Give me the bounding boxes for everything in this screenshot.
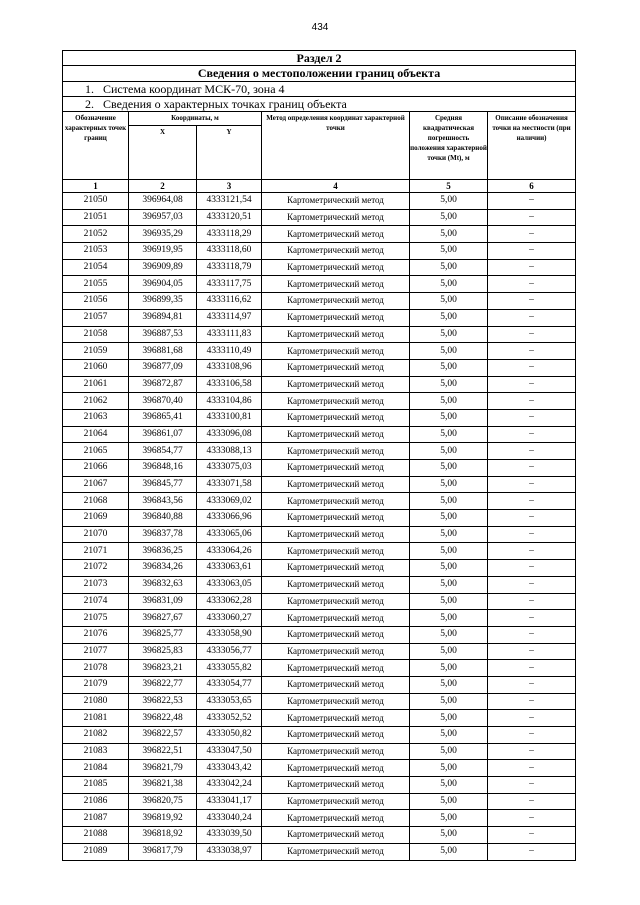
description: – [488,226,576,243]
coord-x: 396881,68 [129,343,197,360]
description: – [488,610,576,627]
table-row [63,443,576,460]
coord-y: 4333060,27 [197,610,262,627]
point-id: 21077 [63,643,129,660]
point-id: 21083 [63,743,129,760]
col-number: 2 [129,180,197,193]
coord-y: 4333056,77 [197,643,262,660]
table-row [63,293,576,310]
point-id: 21060 [63,359,129,376]
error-value: 5,00 [410,226,488,243]
coord-x: 396872,87 [129,376,197,393]
error-value: 5,00 [410,476,488,493]
coord-y: 4333106,58 [197,376,262,393]
coord-y: 4333110,49 [197,343,262,360]
coord-y: 4333066,96 [197,510,262,527]
coord-y: 4333052,52 [197,710,262,727]
table-row [63,376,576,393]
table-row [63,760,576,777]
coord-x: 396870,40 [129,393,197,410]
method: Картометрический метод [262,560,410,577]
point-id: 21076 [63,626,129,643]
table-row [63,593,576,610]
table-row [63,493,576,510]
method: Картометрический метод [262,393,410,410]
table-row [63,526,576,543]
description: – [488,409,576,426]
coord-y: 4333096,08 [197,426,262,443]
error-value: 5,00 [410,493,488,510]
method: Картометрический метод [262,543,410,560]
table-row [63,660,576,677]
col-number: 3 [197,180,262,193]
error-value: 5,00 [410,760,488,777]
error-value: 5,00 [410,193,488,210]
coord-y: 4333040,24 [197,810,262,827]
method: Картометрический метод [262,243,410,260]
point-id: 21058 [63,326,129,343]
description: – [488,593,576,610]
error-value: 5,00 [410,593,488,610]
error-value: 5,00 [410,543,488,560]
point-id: 21079 [63,676,129,693]
table-row [63,693,576,710]
error-value: 5,00 [410,510,488,527]
coord-y: 4333116,62 [197,293,262,310]
coord-y: 4333100,81 [197,409,262,426]
error-value: 5,00 [410,693,488,710]
table-row [63,343,576,360]
coord-y: 4333104,86 [197,393,262,410]
method: Картометрический метод [262,743,410,760]
coord-y: 4333121,54 [197,193,262,210]
coord-x: 396820,75 [129,793,197,810]
coord-x: 396831,09 [129,593,197,610]
table-row [63,676,576,693]
error-value: 5,00 [410,727,488,744]
section-subtitle: Сведения о местоположении границ объекта [63,66,576,82]
coord-y: 4333071,58 [197,476,262,493]
table-row [63,426,576,443]
point-id: 21051 [63,209,129,226]
coord-x: 396861,07 [129,426,197,443]
error-value: 5,00 [410,409,488,426]
coord-x: 396845,77 [129,476,197,493]
description: – [488,309,576,326]
coord-y: 4333055,82 [197,660,262,677]
point-id: 21086 [63,793,129,810]
method: Картометрический метод [262,359,410,376]
error-value: 5,00 [410,426,488,443]
error-value: 5,00 [410,276,488,293]
col-header-x: X [129,126,197,180]
error-value: 5,00 [410,710,488,727]
point-id: 21065 [63,443,129,460]
point-id: 21057 [63,309,129,326]
point-id: 21080 [63,693,129,710]
method: Картометрический метод [262,710,410,727]
table-row [63,476,576,493]
method: Картометрический метод [262,843,410,860]
error-value: 5,00 [410,393,488,410]
coord-y: 4333041,17 [197,793,262,810]
coord-y: 4333117,75 [197,276,262,293]
error-value: 5,00 [410,293,488,310]
method: Картометрический метод [262,793,410,810]
table-row [63,259,576,276]
coord-x: 396825,83 [129,643,197,660]
page-number: 434 [311,22,329,33]
method: Картометрический метод [262,276,410,293]
description: – [488,476,576,493]
error-value: 5,00 [410,576,488,593]
error-value: 5,00 [410,660,488,677]
col-header-method: Метод определения координат характерной точки [262,112,410,180]
table-row [63,610,576,627]
point-id: 21074 [63,593,129,610]
table-row [63,810,576,827]
table-row [63,309,576,326]
error-value: 5,00 [410,743,488,760]
point-id: 21059 [63,343,129,360]
coord-y: 4333118,29 [197,226,262,243]
point-id: 21067 [63,476,129,493]
description: – [488,243,576,260]
error-value: 5,00 [410,676,488,693]
coord-y: 4333063,05 [197,576,262,593]
error-value: 5,00 [410,376,488,393]
point-id: 21069 [63,510,129,527]
error-value: 5,00 [410,309,488,326]
point-id: 21085 [63,777,129,794]
boundary-points-table [62,50,576,861]
method: Картометрический метод [262,526,410,543]
point-id: 21070 [63,526,129,543]
description: – [488,543,576,560]
coord-y: 4333114,97 [197,309,262,326]
method: Картометрический метод [262,610,410,627]
method: Картометрический метод [262,827,410,844]
description: – [488,827,576,844]
table-row [63,643,576,660]
description: – [488,660,576,677]
description: – [488,643,576,660]
coord-x: 396887,53 [129,326,197,343]
coord-y: 4333038,97 [197,843,262,860]
coord-x: 396821,79 [129,760,197,777]
coord-x: 396848,16 [129,460,197,477]
coord-x: 396843,56 [129,493,197,510]
description: – [488,626,576,643]
error-value: 5,00 [410,626,488,643]
coord-y: 4333075,03 [197,460,262,477]
description: – [488,343,576,360]
description: – [488,693,576,710]
method: Картометрический метод [262,209,410,226]
point-id: 21072 [63,560,129,577]
table-row [63,243,576,260]
table-row [63,710,576,727]
coord-y: 4333053,65 [197,693,262,710]
coord-x: 396957,03 [129,209,197,226]
method: Картометрический метод [262,460,410,477]
error-value: 5,00 [410,460,488,477]
error-value: 5,00 [410,209,488,226]
description: – [488,760,576,777]
description: – [488,560,576,577]
method: Картометрический метод [262,693,410,710]
section-title: Раздел 2 [63,51,576,66]
coord-x: 396904,05 [129,276,197,293]
description: – [488,727,576,744]
description: – [488,460,576,477]
coord-x: 396837,78 [129,526,197,543]
description: – [488,710,576,727]
point-id: 21053 [63,243,129,260]
coord-x: 396821,38 [129,777,197,794]
point-id: 21063 [63,409,129,426]
coord-x: 396818,92 [129,827,197,844]
coord-x: 396825,77 [129,626,197,643]
table-row [63,409,576,426]
points-info-line: 2. Сведения о характерных точках границ объекта [63,97,576,112]
description: – [488,793,576,810]
coord-y: 4333054,77 [197,676,262,693]
point-id: 21073 [63,576,129,593]
method: Картометрический метод [262,343,410,360]
error-value: 5,00 [410,443,488,460]
point-id: 21061 [63,376,129,393]
description: – [488,276,576,293]
point-id: 21062 [63,393,129,410]
description: – [488,443,576,460]
coord-y: 4333069,02 [197,493,262,510]
table-row [63,743,576,760]
error-value: 5,00 [410,243,488,260]
description: – [488,676,576,693]
coord-x: 396822,48 [129,710,197,727]
coord-y: 4333050,82 [197,727,262,744]
error-value: 5,00 [410,810,488,827]
coord-y: 4333111,83 [197,326,262,343]
error-value: 5,00 [410,643,488,660]
table-row [63,543,576,560]
coordinate-system-line: 1. Система координат МСК-70, зона 4 [63,82,576,97]
point-id: 21066 [63,460,129,477]
coord-y: 4333042,24 [197,777,262,794]
error-value: 5,00 [410,526,488,543]
point-id: 21078 [63,660,129,677]
method: Картометрический метод [262,643,410,660]
coord-y: 4333118,60 [197,243,262,260]
description: – [488,426,576,443]
table-row [63,209,576,226]
method: Картометрический метод [262,193,410,210]
description: – [488,777,576,794]
coord-x: 396840,88 [129,510,197,527]
coord-x: 396865,41 [129,409,197,426]
coord-x: 396909,89 [129,259,197,276]
coord-x: 396935,29 [129,226,197,243]
coord-y: 4333039,50 [197,827,262,844]
point-id: 21089 [63,843,129,860]
coord-y: 4333043,42 [197,760,262,777]
col-number: 4 [262,180,410,193]
point-id: 21084 [63,760,129,777]
coord-x: 396822,77 [129,676,197,693]
col-header-coords: Координаты, м [129,112,262,126]
description: – [488,259,576,276]
table-row [63,793,576,810]
table-row [63,843,576,860]
col-header-error: Средняя квадратическая погрешность положения характерной точки (Mt), м [410,112,488,180]
point-id: 21087 [63,810,129,827]
point-id: 21064 [63,426,129,443]
table-row [63,576,576,593]
col-header-y: Y [197,126,262,180]
table-row [63,626,576,643]
description: – [488,810,576,827]
table-row [63,359,576,376]
coord-x: 396817,79 [129,843,197,860]
method: Картометрический метод [262,626,410,643]
coord-x: 396827,67 [129,610,197,627]
coord-x: 396964,08 [129,193,197,210]
method: Картометрический метод [262,426,410,443]
coord-x: 396836,25 [129,543,197,560]
error-value: 5,00 [410,259,488,276]
coord-y: 4333065,06 [197,526,262,543]
description: – [488,526,576,543]
method: Картометрический метод [262,259,410,276]
description: – [488,326,576,343]
coord-y: 4333064,26 [197,543,262,560]
error-value: 5,00 [410,560,488,577]
description: – [488,743,576,760]
description: – [488,376,576,393]
method: Картометрический метод [262,676,410,693]
table-row [63,827,576,844]
error-value: 5,00 [410,343,488,360]
method: Картометрический метод [262,810,410,827]
method: Картометрический метод [262,293,410,310]
coord-y: 4333063,61 [197,560,262,577]
coord-x: 396819,92 [129,810,197,827]
point-id: 21052 [63,226,129,243]
error-value: 5,00 [410,843,488,860]
description: – [488,493,576,510]
coord-y: 4333118,79 [197,259,262,276]
coord-x: 396834,26 [129,560,197,577]
coord-y: 4333062,28 [197,593,262,610]
description: – [488,843,576,860]
coord-x: 396822,57 [129,727,197,744]
point-id: 21054 [63,259,129,276]
method: Картометрический метод [262,660,410,677]
method: Картометрический метод [262,409,410,426]
coord-x: 396822,51 [129,743,197,760]
error-value: 5,00 [410,610,488,627]
point-id: 21055 [63,276,129,293]
coord-x: 396899,35 [129,293,197,310]
col-number: 6 [488,180,576,193]
method: Картометрический метод [262,777,410,794]
point-id: 21081 [63,710,129,727]
table-row [63,393,576,410]
error-value: 5,00 [410,777,488,794]
table-row [63,510,576,527]
table-row [63,276,576,293]
table-row [63,727,576,744]
description: – [488,576,576,593]
point-id: 21056 [63,293,129,310]
coord-y: 4333058,90 [197,626,262,643]
method: Картометрический метод [262,510,410,527]
coord-x: 396877,09 [129,359,197,376]
point-id: 21068 [63,493,129,510]
description: – [488,359,576,376]
description: – [488,293,576,310]
method: Картометрический метод [262,309,410,326]
point-id: 21050 [63,193,129,210]
error-value: 5,00 [410,827,488,844]
error-value: 5,00 [410,326,488,343]
method: Картометрический метод [262,593,410,610]
table-row [63,226,576,243]
point-id: 21075 [63,610,129,627]
method: Картометрический метод [262,226,410,243]
description: – [488,209,576,226]
method: Картометрический метод [262,376,410,393]
method: Картометрический метод [262,727,410,744]
col-header-description: Описание обозначения точки на местности (при наличии) [488,112,576,180]
coord-x: 396919,95 [129,243,197,260]
method: Картометрический метод [262,326,410,343]
point-id: 21071 [63,543,129,560]
description: – [488,510,576,527]
method: Картометрический метод [262,493,410,510]
col-header-point: Обозначение характерных точек границ [63,112,129,180]
coord-y: 4333088,13 [197,443,262,460]
method: Картометрический метод [262,760,410,777]
coord-y: 4333108,96 [197,359,262,376]
point-id: 21088 [63,827,129,844]
description: – [488,393,576,410]
coord-x: 396823,21 [129,660,197,677]
table-row [63,460,576,477]
coord-x: 396854,77 [129,443,197,460]
coord-x: 396822,53 [129,693,197,710]
point-id: 21082 [63,727,129,744]
table-row [63,777,576,794]
description: – [488,193,576,210]
coord-y: 4333120,51 [197,209,262,226]
table-row [63,326,576,343]
coord-y: 4333047,50 [197,743,262,760]
table-row [63,560,576,577]
coord-x: 396894,81 [129,309,197,326]
method: Картометрический метод [262,443,410,460]
method: Картометрический метод [262,576,410,593]
method: Картометрический метод [262,476,410,493]
col-number: 5 [410,180,488,193]
coord-x: 396832,63 [129,576,197,593]
error-value: 5,00 [410,793,488,810]
col-number: 1 [63,180,129,193]
table-row [63,193,576,210]
error-value: 5,00 [410,359,488,376]
